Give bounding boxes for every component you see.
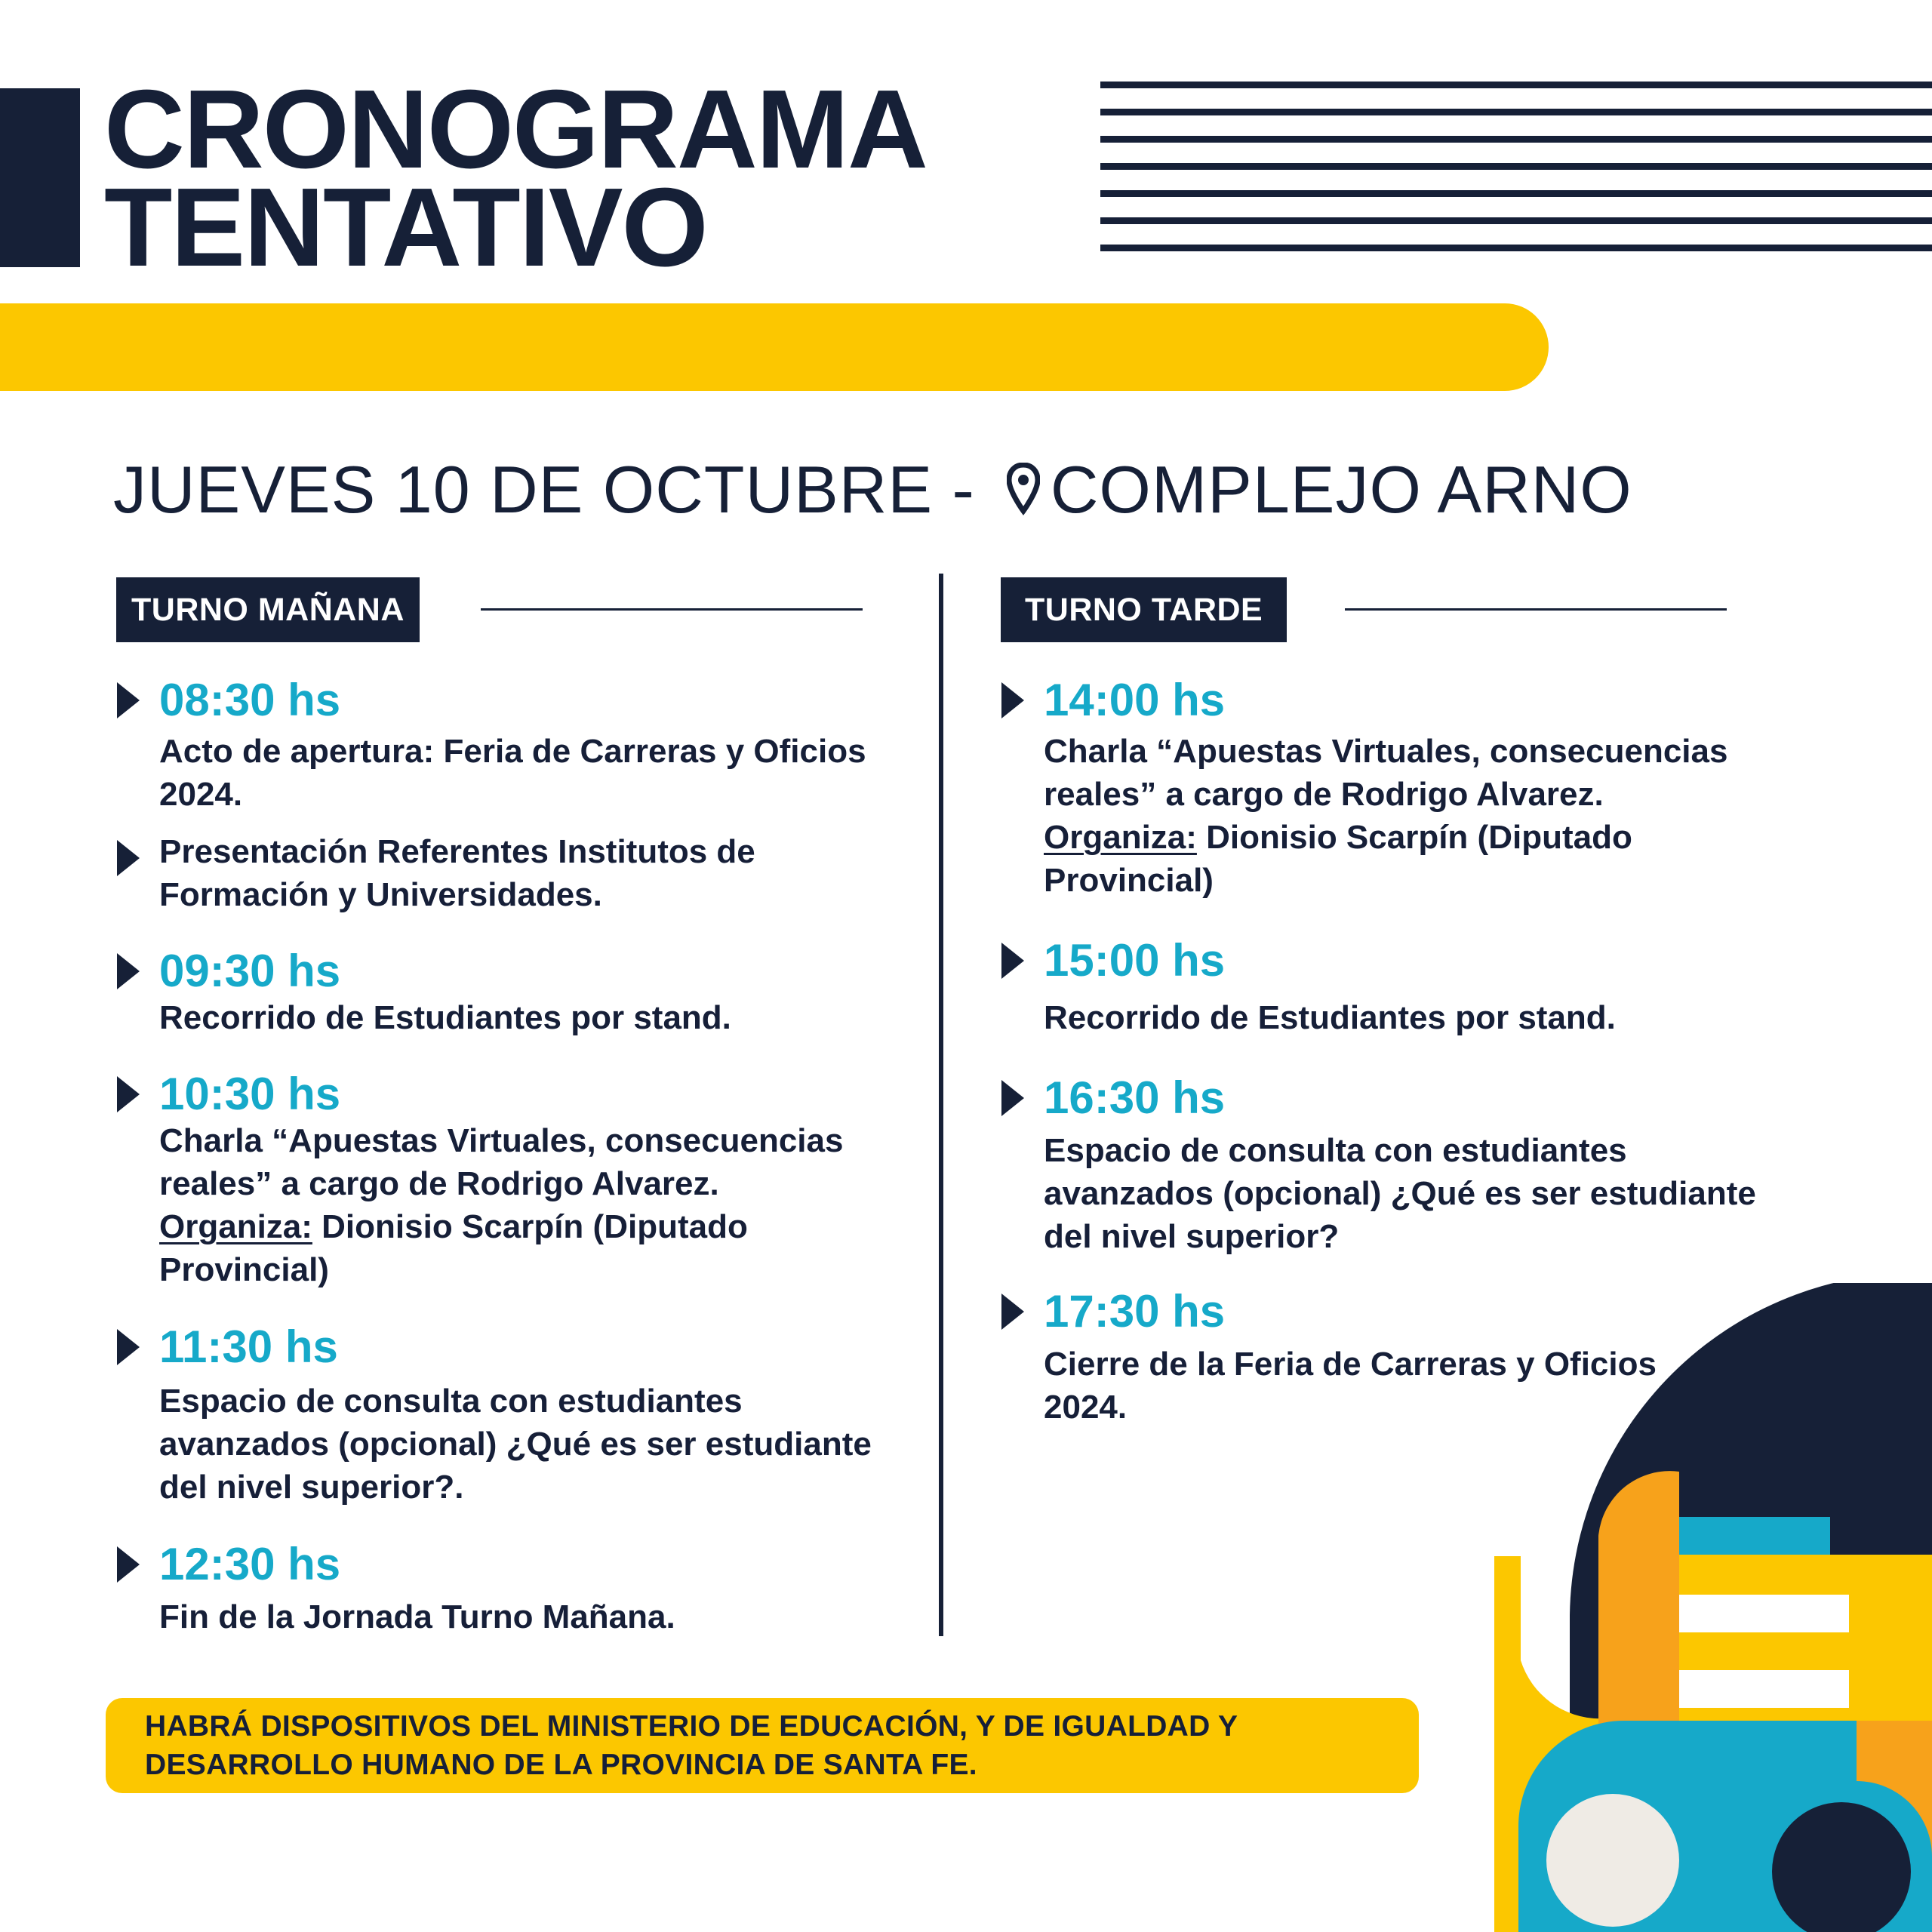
time-0830: 08:30 hs [159, 675, 341, 725]
bullet-arrow-icon [117, 953, 140, 989]
item-talk-afternoon: Charla “Apuestas Virtuales, consecuencias reales” a cargo de Rodrigo Alvarez. Organiza: Dionisio Scarpín (Diputado Provincial) [1044, 733, 1728, 899]
time-1730: 17:30 hs [1044, 1286, 1226, 1337]
bullet-arrow-icon [1001, 943, 1024, 979]
page-title-line-1: CRONOGRAMA [104, 67, 927, 192]
bullet-arrow-icon [117, 1329, 140, 1365]
time-1130: 11:30 hs [159, 1321, 338, 1372]
decorative-stripes [1100, 82, 1932, 260]
item-student-tour: Recorrido de Estudiantes por stand. [159, 999, 731, 1036]
item-student-tour-afternoon: Recorrido de Estudiantes por stand. [1044, 999, 1616, 1036]
shift-label-morning: TURNO MAÑANA [116, 577, 420, 642]
item-talk: Charla “Apuestas Virtuales, consecuencias reales” a cargo de Rodrigo Alvarez. Organiza: Dionisio Scarpín (Diputado Provincial) [159, 1122, 844, 1288]
footer-notice-text: HABRÁ DISPOSITIVOS DEL MINISTERIO DE EDUCACIÓN, Y DE IGUALDAD Y DESARROLLO HUMANO DE LA PROVINCIA DE SANTA FE. [145, 1710, 1238, 1781]
time-0930: 09:30 hs [159, 946, 341, 996]
time-1400: 14:00 hs [1044, 675, 1226, 725]
afternoon-header-rule [1345, 608, 1727, 611]
item-consultation-afternoon: Espacio de consulta con estudiantes avanzados (opcional) ¿Qué es ser estudiante del nivel superior? [1044, 1132, 1756, 1255]
page-title-line-2: TENTATIVO [104, 165, 707, 290]
decorative-illustration [1494, 1283, 1932, 1932]
location-pin-icon [1007, 454, 1040, 507]
item-end-morning: Fin de la Jornada Turno Mañana. [159, 1598, 675, 1635]
event-location: COMPLEJO ARNO [1050, 452, 1632, 527]
event-date: JUEVES 10 DE OCTUBRE - [113, 452, 975, 527]
shift-label-afternoon: TURNO TARDE [1001, 577, 1287, 642]
item-opening: Acto de apertura: Feria de Carreras y Oficios 2024. [159, 733, 866, 813]
time-1630: 16:30 hs [1044, 1072, 1226, 1123]
bullet-arrow-icon [117, 1076, 140, 1112]
bullet-arrow-icon [117, 840, 140, 876]
bullet-arrow-icon [117, 1546, 140, 1583]
bullet-arrow-icon [117, 682, 140, 718]
bullet-arrow-icon [1001, 682, 1024, 718]
column-divider [939, 574, 943, 1636]
event-date-location [113, 451, 1632, 528]
time-1500: 15:00 hs [1044, 935, 1226, 986]
time-1230: 12:30 hs [159, 1539, 341, 1589]
bullet-arrow-icon [1001, 1294, 1024, 1330]
item-presentation: Presentación Referentes Institutos de Formación y Universidades. [159, 833, 755, 913]
title-accent-bar [0, 88, 80, 267]
morning-header-rule [481, 608, 863, 611]
item-consultation: Espacio de consulta con estudiantes avanzados (opcional) ¿Qué es ser estudiante del nivel superior?. [159, 1383, 872, 1506]
item-closing: Cierre de la Feria de Carreras y Oficios 2024. [1044, 1346, 1657, 1426]
yellow-banner [0, 303, 1549, 391]
bullet-arrow-icon [1001, 1080, 1024, 1116]
time-1030: 10:30 hs [159, 1069, 341, 1119]
